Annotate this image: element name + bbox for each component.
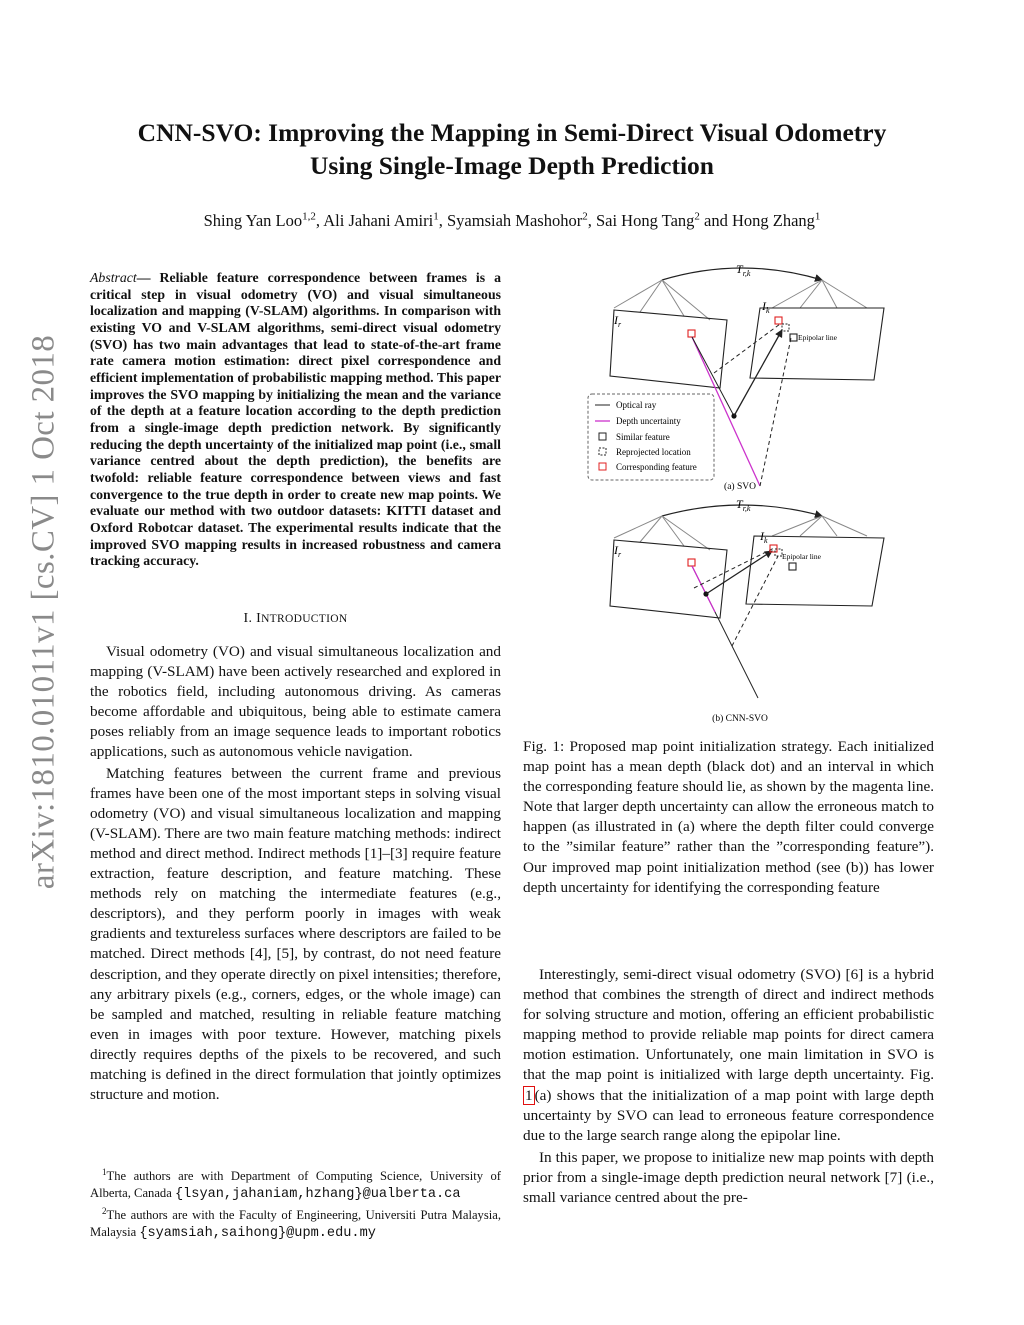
subfigure-b-cnn-svo bbox=[610, 497, 884, 724]
figure-1 bbox=[582, 258, 934, 728]
section-heading-introduction: I. INTRODUCTION bbox=[243, 611, 348, 626]
right-paragraph-2: In this paper, we propose to initialize new map points with depth prior from a single-image depth prediction neural network [7] (i.e., small variance centred about the pre- bbox=[523, 1148, 934, 1207]
reprojection-dashed-b-1 bbox=[694, 548, 774, 588]
figure-1-caption bbox=[523, 737, 934, 898]
projection-to-current-a bbox=[734, 330, 782, 416]
corresponding-feature-ref-b bbox=[688, 559, 695, 566]
current-frame-label-b: $I_k$ bbox=[760, 529, 768, 545]
reference-frame-label-a: $I_r$ bbox=[614, 313, 622, 329]
legend-similar-feature-label: Similar feature bbox=[616, 432, 670, 442]
reprojected-location-a bbox=[782, 324, 789, 331]
author-list bbox=[80, 210, 944, 231]
corresponding-feature-cur-a bbox=[775, 317, 782, 324]
current-frame-b bbox=[746, 536, 884, 606]
introduction-body bbox=[90, 642, 501, 1105]
reference-frame-b bbox=[610, 540, 727, 618]
paper-title bbox=[80, 116, 944, 182]
abstract bbox=[90, 270, 501, 570]
footnote-2-emails: {syamsiah,saihong}@upm.edu.my bbox=[139, 1226, 376, 1242]
author: Ali Jahani Amiri$^1$, bbox=[323, 210, 447, 230]
legend-optical-ray-label: Optical ray bbox=[616, 400, 657, 410]
epipolar-label-a: Epipolar line bbox=[798, 333, 837, 342]
arxiv-sidebar-stamp bbox=[14, 322, 74, 902]
reference-camera-b bbox=[614, 516, 710, 550]
intro-paragraph-1: Visual odometry (VO) and visual simultaneous localization and mapping (V-SLAM) have been actively researched and explored in the robotics field, including autonomous driving. As cameras become affordable and ubiquitous, being able to estimate camera poses reliably from an image sequence leads to important robotics applications, such as autonomous vehicle navigation. bbox=[90, 643, 501, 761]
author: Syamsiah Mashohor$^2$, bbox=[446, 210, 596, 230]
author: Shing Yan Loo$^{1,2}$, bbox=[203, 210, 324, 230]
footnotes bbox=[90, 1164, 501, 1242]
author: Sai Hong Tang$^2$ and bbox=[595, 210, 732, 230]
corresponding-feature-ref-a bbox=[688, 330, 695, 337]
abstract-label: Abstract bbox=[90, 270, 137, 285]
right-paragraph-1: Interestingly, semi-direct visual odometry (SVO) [6] is a hybrid method that combines the strength of direct and indirect methods for solving structure and motion, offering an efficient probabilistic mapping method to provide reliable map points for direct camera motion estimation. Unfortunately, one main limitation in SVO is that the map point is initialized with large depth uncertainty. Fig. 1 (a) shows that the initialization of a map point with large depth uncertainty by SVO can lead to erroneous feature correspondence due to the large search range along the epipolar line. bbox=[523, 966, 934, 1144]
figure-1-diagram bbox=[582, 258, 934, 728]
figure-reference-link[interactable]: 1 bbox=[525, 1086, 533, 1104]
transform-label-b: $T_{r,k}$ bbox=[736, 497, 751, 513]
figure-legend bbox=[588, 394, 714, 480]
abstract-dash: — bbox=[136, 270, 160, 285]
current-camera-b bbox=[772, 516, 867, 536]
subfigure-a-svo bbox=[588, 262, 884, 492]
similar-feature-b bbox=[789, 563, 796, 570]
epipolar-label-b: Epipolar line bbox=[782, 552, 821, 561]
legend-reprojected-location-label: Reprojected location bbox=[616, 447, 691, 457]
transform-label-a: $T_{r,k}$ bbox=[736, 262, 751, 278]
reprojection-dashed-b-2 bbox=[732, 556, 778, 646]
footnote-1-emails: {lsyan,jahaniam,hzhang}@ualberta.ca bbox=[174, 1187, 461, 1203]
caption-label: Fig. 1: bbox=[523, 738, 570, 755]
author: Hong Zhang$^1$ bbox=[731, 210, 821, 230]
abstract-text: Reliable feature correspondence between frames is a critical step in visual odometry (VO) and visual simultaneous localization and mapping (V-SLAM) algorithms. In comparison with existing VO and V-SLAM algorithms, semi-direct visual odometry (SVO) has two main advantages that lead to state-of-the-art frame rate camera motion estimation: direct pixel correspondence and efficient implementation of probabilistic mapping method. This paper improves the SVO mapping by initializing the mean and the variance of the depth at a feature location according to the depth prediction from a single-image depth prediction network. By significantly reducing the depth uncertainty of the initialized map point (i.e., small variance centred about the depth prediction), the benefits are twofold: reliable feature correspondence between views and fast convergence to the true depth in order to create new map points. We evaluate our method with two outdoor datasets: KITTI dataset and Oxford Robotcar dataset. The experimental results indicate that the improved SVO mapping results in increased robustness and camera tracking accuracy. bbox=[90, 270, 501, 569]
title-line-2: Using Single-Image Depth Prediction bbox=[310, 151, 714, 180]
current-frame-a bbox=[750, 308, 884, 380]
legend-corresponding-feature-label: Corresponding feature bbox=[616, 462, 697, 472]
subfigure-a-label: (a) SVO bbox=[724, 482, 756, 492]
legend-depth-uncertainty-label: Depth uncertainty bbox=[616, 416, 681, 426]
title-line-1: CNN-SVO: Improving the Mapping in Semi-Direct Visual Odometry bbox=[137, 118, 887, 147]
footnote-1: $^1$The authors are with Department of Computing Science, University of Alberta, Canada {lsyan,jahaniam,hzhang}@ualberta.ca bbox=[90, 1167, 501, 1203]
arxiv-identifier: arXiv:1810.01011v1 [cs.CV] 1 Oct 2018 bbox=[25, 334, 62, 890]
footnote-2: $^2$The authors are with the Faculty of Engineering, Universiti Putra Malaysia, Malaysia {syamsiah,saihong}@upm.edu.my bbox=[90, 1206, 501, 1242]
caption-text: Proposed map point initialization strategy. Each initialized map point has a mean depth (black dot) and an interval in which the corresponding feature should lie, as shown by the magenta line. Note that larger depth uncertainty can allow the erroneous match to happen (as illustrated in (a) where the depth filter could converge to the ”similar feature” rather than the ”corresponding feature”). Our improved map point initialization method (see (b)) has lower depth uncertainty for identifying the corresponding feature bbox=[523, 738, 934, 896]
reference-frame-label-b: $I_r$ bbox=[614, 543, 622, 559]
current-camera-a bbox=[772, 280, 867, 308]
current-frame-label-a: $I_k$ bbox=[762, 299, 770, 315]
depth-uncertainty-line-b bbox=[692, 566, 715, 612]
subfigure-b-label: (b) CNN-SVO bbox=[712, 714, 768, 724]
right-column-body bbox=[523, 965, 934, 1208]
intro-paragraph-2: Matching features between the current frame and previous frames have been one of the most important steps in solving visual odometry (VO) and visual simultaneous localization and mapping (V-SLAM). There are two main feature matching methods: indirect method and direct method. Indirect methods [1]–[3] require feature extraction, feature description, and feature matching. These methods rely on matching the intermediate features (e.g., descriptors), and they perform poorly in images with weak gradients and textureless surfaces where descriptors are failed to be matched. Direct methods [4], [5], by contrast, do not need feature description, and they operate directly on pixel intensities; therefore, any arbitrary pixels (e.g., corners, edges, or the whole image) can be sampled and matched, resulting in reliable feature matching even in images with poor texture. However, matching pixels directly requires depths of the pixels to be recovered, and such matching is defined in the direct formulation that jointly optimizes structure and motion. bbox=[90, 764, 501, 1104]
